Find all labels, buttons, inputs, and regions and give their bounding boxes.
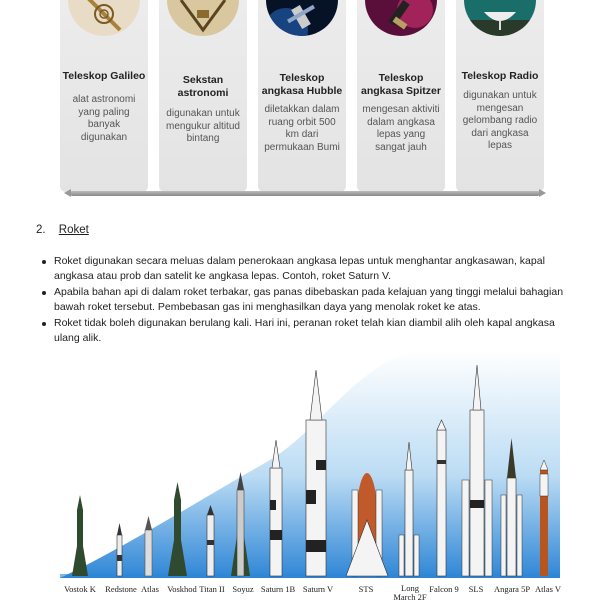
- radio-telescope-image: [464, 0, 536, 36]
- rocket-label: Soyuz: [232, 584, 254, 594]
- hubble-telescope-image: [266, 0, 338, 36]
- rocket-label: SLS: [468, 584, 484, 594]
- section-number: 2.: [36, 224, 46, 236]
- card-description: mengesan aktiviti dalam angkasa lepas yang sangat jauh: [362, 104, 440, 153]
- rocket-label: Saturn 1B: [260, 584, 296, 594]
- rocket-comparison-illustration: [0, 350, 600, 600]
- rocket-label: Voskhod: [167, 584, 197, 594]
- card-title: Teleskop Radio: [461, 70, 539, 82]
- rocket-label: Saturn V: [302, 584, 334, 594]
- rocket-comparison-svg: [0, 350, 600, 600]
- rocket-label: Redstone: [105, 584, 137, 594]
- rocket-label: Falcon 9: [429, 584, 459, 594]
- card-description: digunakan untuk mengukur altitud bintang: [166, 108, 240, 144]
- card-title: Teleskop angkasa Spitzer: [361, 72, 441, 97]
- telescope-card-spitzer: [357, 0, 445, 192]
- spitzer-telescope-image: [365, 0, 437, 36]
- rocket-label: Atlas: [141, 584, 159, 594]
- rocket-atlas-v: [540, 460, 548, 576]
- telescope-cards: [60, 0, 546, 200]
- telescope-card-radio: [456, 0, 544, 192]
- bullet-list: [40, 254, 570, 347]
- bullet-item: Apabila bahan api di dalam roket terbakar, gas panas dibebaskan pada kelajuan yang tinggi melalui bahagian bawah roket tersebut. Pembebasan gas ini menghasilkan daya yang menolak roket ke atas.: [40, 285, 570, 315]
- rocket-saturn-v: [306, 370, 326, 576]
- rocket-label: Long March 2F: [393, 583, 427, 602]
- rocket-redstone: [117, 523, 122, 576]
- rocket-titan-ii: [207, 505, 214, 576]
- rocket-vostok-k: [72, 495, 88, 576]
- card-title: Teleskop Galileo: [62, 70, 146, 82]
- card-description: digunakan untuk mengesan gelombang radio dari angkasa lepas: [462, 90, 538, 151]
- rocket-label: Vostok K: [64, 584, 96, 594]
- section-heading: [36, 224, 89, 236]
- card-carousel-track: [70, 191, 540, 196]
- rocket-label: STS: [358, 584, 374, 594]
- card-title: Sekstan astronomi: [177, 74, 229, 99]
- section-title: Roket: [58, 224, 89, 236]
- rocket-atlas: [145, 516, 152, 576]
- rocket-label: Angara 5P: [493, 584, 531, 594]
- sextant-image: [167, 0, 239, 36]
- galileo-telescope-image: [68, 0, 140, 36]
- rocket-label: Atlas V: [534, 584, 562, 594]
- card-description: diletakkan dalam ruang orbit 500 km dari permukaan Bumi: [264, 104, 340, 153]
- bullet-item: Roket digunakan secara meluas dalam penerokaan angkasa lepas untuk menghantar angkasawan, kapal angkasa atau prob dan satelit ke angkasa lepas. Contoh, roket Saturn V.: [40, 254, 570, 284]
- rocket-label: Titan II: [199, 584, 225, 594]
- bullet-item: Roket tidak boleh digunakan berulang kali. Hari ini, peranan roket telah kian diambil alih oleh kapal angkasa ulang alik.: [40, 316, 570, 346]
- telescope-card-sekstan: [159, 0, 247, 192]
- card-title: Teleskop angkasa Hubble: [261, 72, 343, 97]
- telescope-card-galileo: [60, 0, 148, 192]
- card-description: alat astronomi yang paling banyak digunakan: [72, 94, 136, 143]
- rocket-falcon-9: [437, 420, 446, 576]
- telescope-card-hubble: [258, 0, 346, 192]
